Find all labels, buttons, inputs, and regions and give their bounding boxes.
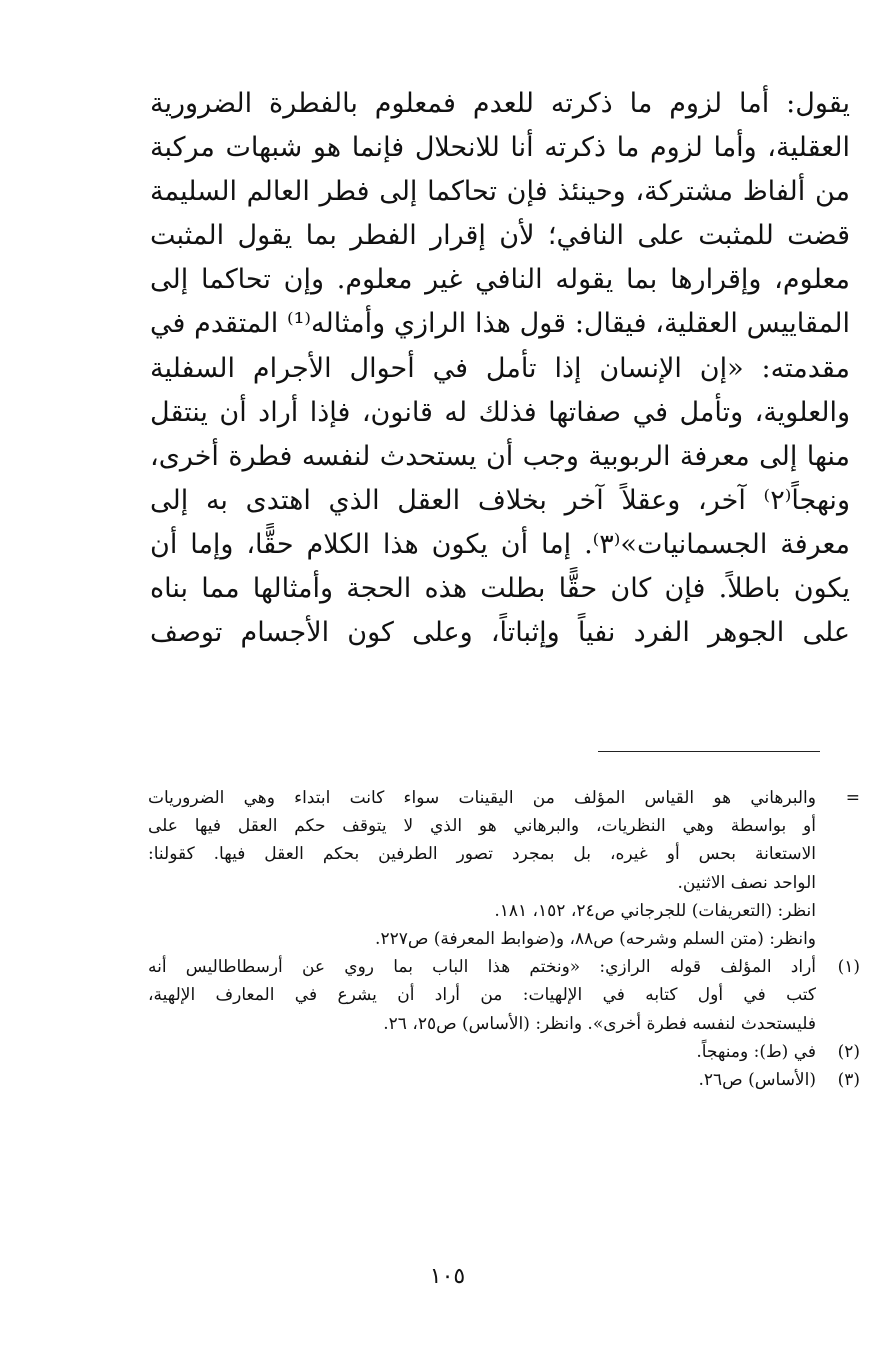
footnote-line: انظر: (التعريفات) للجرجاني ص٢٤، ١٥٢، ١٨١. — [494, 900, 816, 921]
footnote-line: الواحد نصف الاثنين. — [677, 872, 816, 893]
main-text-line: على الجوهر الفرد نفياً وإثباتاً، وعلى كون الأجسام توصف — [150, 617, 850, 649]
footnote-line: كتب في أول كتابه في الإلهيات: من أراد أن يشرع في المعارف الإلهية، — [148, 985, 816, 1006]
footnote-marker: (١) — [837, 957, 860, 978]
footnote-body — [148, 1066, 816, 1094]
footnote-line: وانظر: (متن السلم وشرحه) ص٨٨، و(ضوابط المعرفة) ص٢٢٧. — [375, 928, 816, 949]
footnote-2 — [148, 1038, 860, 1066]
main-text-line: مقدمته: «إن الإنسان إذا تأمل في أحوال الأجرام السفلية — [150, 352, 850, 384]
footnote-marker: (٢) — [837, 1041, 860, 1062]
footnote-line: فليستحدث لنفسه فطرة أخرى». وانظر: (الأساس) ص٢٥، ٢٦. — [383, 1013, 816, 1034]
main-text-line: منها إلى معرفة الربوبية وجب أن يستحدث لنفسه فطرة أخرى، — [150, 440, 850, 472]
footnote-3 — [148, 1066, 860, 1094]
main-text-line: يقول: أما لزوم ما ذكرته للعدم فمعلوم بالفطرة الضرورية — [150, 88, 850, 119]
main-text-line: معلوم، وإقرارها بما يقوله النافي غير معلوم. وإن تحاكما إلى — [150, 264, 850, 296]
footnote-line: والبرهاني هو القياس المؤلف من اليقينات سواء كانت ابتداء وهي الضروريات — [148, 788, 816, 808]
footnote-body — [148, 1038, 816, 1066]
main-text-line: المقاييس العقلية، فيقال: قول هذا الرازي وأمثاله⁽¹⁾ المتقدم في — [150, 308, 850, 340]
main-text-line: قضت للمثبت على النافي؛ لأن إقرار الفطر بما يقول المثبت — [150, 220, 850, 252]
main-text-block — [150, 82, 850, 655]
footnote-body — [148, 953, 816, 1038]
footnote-1 — [148, 953, 860, 1038]
footnotes-block — [148, 784, 860, 1094]
main-text-line: من ألفاظ مشتركة، وحينئذ فإن تحاكما إلى فطر العالم السليمة — [150, 176, 850, 208]
footnote-line: أراد المؤلف قوله الرازي: «ونختم هذا الباب بما روي عن أرسطاطاليس أنه — [148, 957, 816, 978]
footnote-continuation — [148, 784, 860, 953]
page-number: ١٠٥ — [429, 1264, 466, 1289]
footnote-line: الاستعانة بحس أو غيره، بل بمجرد تصور الطرفين بحكم العقل فيها. كقولنا: — [148, 844, 816, 865]
main-text-line: ونهجاً⁽٢⁾ آخر، وعقلاً آخر بخلاف العقل الذي اهتدى به إلى — [150, 484, 850, 516]
main-text-line: معرفة الجسمانيات»⁽٣⁾. إما أن يكون هذا الكلام حقًّا، وإما أن — [150, 528, 850, 560]
footnote-separator-rule — [598, 751, 820, 752]
main-text-line: يكون باطلاً. فإن كان حقًّا بطلت هذه الحجة وأمثالها مما بناه — [150, 573, 850, 605]
footnote-line: أو بواسطة وهي النظريات، والبرهاني هو الذي لا يتوقف حكم العقل فيها على — [148, 816, 816, 837]
footnote-marker: = — [845, 788, 860, 808]
footnote-body — [148, 784, 816, 953]
footnote-line: (الأساس) ص٢٦. — [698, 1069, 816, 1090]
main-text-line: العقلية، وأما لزوم ما ذكرته أنا للانحلال فإنما هو شبهات مركبة — [150, 132, 850, 164]
main-text-line: والعلوية، وتأمل في صفاتها فذلك له قانون، فإذا أراد أن ينتقل — [150, 396, 850, 428]
footnote-marker: (٣) — [837, 1069, 860, 1090]
footnote-line: في (ط): ومنهجاً. — [696, 1041, 816, 1062]
